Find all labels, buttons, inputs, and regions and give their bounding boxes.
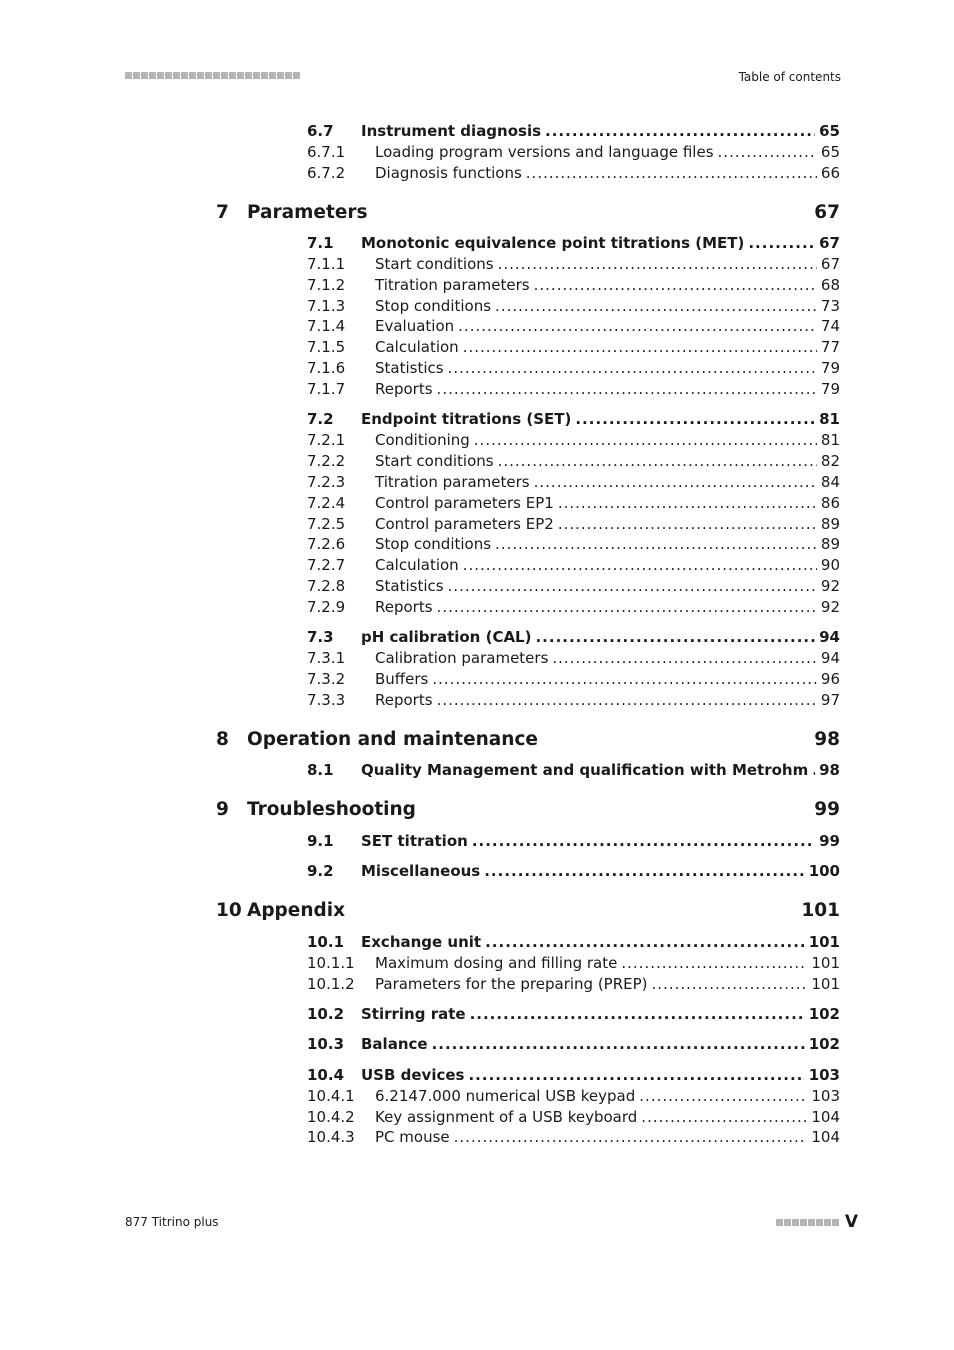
dot-leader (458, 316, 817, 336)
toc-subsection[interactable] (307, 576, 840, 596)
dot-leader (545, 121, 815, 141)
entry-page: 99 (819, 832, 840, 850)
entry-page: 96 (820, 670, 840, 688)
entry-number: 7.2.7 (307, 556, 346, 574)
entry-title: Start conditions (375, 255, 494, 273)
dot-leader (575, 409, 815, 429)
decorative-square (189, 72, 196, 79)
entry-title: Evaluation (375, 317, 455, 335)
entry-number: 10.4.3 (307, 1128, 355, 1146)
entry-page: 103 (811, 1087, 840, 1105)
dot-leader (454, 1127, 808, 1147)
decorative-square (824, 1219, 831, 1226)
entry-title: Reports (375, 691, 433, 709)
dot-leader (472, 831, 815, 851)
dot-leader (652, 974, 808, 994)
entry-title: Parameters for the preparing (PREP) (375, 975, 648, 993)
entry-page: 94 (819, 628, 840, 646)
toc-subsection[interactable] (307, 669, 840, 689)
entry-page: 81 (820, 431, 840, 449)
dot-leader (718, 142, 817, 162)
entry-number: 8.1 (307, 761, 334, 779)
decorative-square (784, 1219, 791, 1226)
decorative-square (285, 72, 292, 79)
dot-leader (485, 932, 805, 952)
entry-number: 7.2.2 (307, 452, 346, 470)
dot-leader (498, 254, 817, 274)
toc-section[interactable] (307, 831, 840, 851)
dot-leader (432, 669, 817, 689)
decorative-square (245, 72, 252, 79)
entry-number: 7.2.9 (307, 598, 346, 616)
decorative-square (197, 72, 204, 79)
footer-decoration (776, 1219, 839, 1226)
decorative-square (237, 72, 244, 79)
entry-number: 7.3 (307, 628, 334, 646)
chapter-page: 101 (801, 900, 840, 921)
entry-number: 6.7 (307, 122, 334, 140)
entry-title: Buffers (375, 670, 429, 688)
entry-number: 10.2 (307, 1005, 345, 1023)
dot-leader (448, 358, 817, 378)
entry-page: 67 (819, 234, 840, 252)
toc-subsection[interactable] (307, 316, 840, 336)
footer-product-name: 877 Titrino plus (125, 1215, 219, 1229)
toc-section[interactable] (307, 1034, 840, 1054)
dot-leader (463, 555, 817, 575)
dot-leader (812, 760, 815, 780)
entry-page: 68 (820, 276, 840, 294)
decorative-square (253, 72, 260, 79)
entry-title: Titration parameters (375, 276, 530, 294)
toc-section[interactable] (307, 409, 840, 429)
entry-number: 7.2.3 (307, 473, 346, 491)
decorative-square (141, 72, 148, 79)
toc-chapter[interactable] (216, 729, 840, 755)
entry-title: Start conditions (375, 452, 494, 470)
entry-title: Key assignment of a USB keyboard (375, 1108, 638, 1126)
dot-leader (437, 690, 817, 710)
decorative-square (173, 72, 180, 79)
entry-title: Conditioning (375, 431, 470, 449)
chapter-number: 9 (216, 799, 229, 820)
chapter-page: 99 (814, 799, 840, 820)
entry-title: Calibration parameters (375, 649, 549, 667)
entry-title: Reports (375, 380, 433, 398)
toc-subsection[interactable] (307, 254, 840, 274)
toc-subsection[interactable] (307, 472, 840, 492)
entry-title: SET titration (361, 832, 468, 850)
entry-number: 9.2 (307, 862, 334, 880)
decorative-square (165, 72, 172, 79)
entry-page: 66 (820, 164, 840, 182)
entry-title: Stirring rate (361, 1005, 466, 1023)
chapter-page: 98 (814, 729, 840, 750)
toc-subsection[interactable] (307, 1107, 840, 1127)
toc-subsection[interactable] (307, 597, 840, 617)
entry-page: 86 (820, 494, 840, 512)
entry-title: pH calibration (CAL) (361, 628, 532, 646)
entry-number: 7.2 (307, 410, 334, 428)
toc-section[interactable] (307, 233, 840, 253)
entry-title: Control parameters EP1 (375, 494, 554, 512)
dot-leader (432, 1034, 805, 1054)
toc-subsection[interactable] (307, 337, 840, 357)
entry-title: Calculation (375, 556, 459, 574)
entry-page: 81 (819, 410, 840, 428)
dot-leader (534, 275, 817, 295)
decorative-square (776, 1219, 783, 1226)
toc-subsection[interactable] (307, 534, 840, 554)
decorative-square (205, 72, 212, 79)
entry-number: 7.2.6 (307, 535, 346, 553)
entry-title: Calculation (375, 338, 459, 356)
toc-subsection[interactable] (307, 379, 840, 399)
entry-number: 7.3.3 (307, 691, 346, 709)
entry-title: USB devices (361, 1066, 465, 1084)
entry-page: 101 (811, 975, 840, 993)
toc-chapter[interactable] (216, 202, 840, 228)
decorative-square (808, 1219, 815, 1226)
toc-subsection[interactable] (307, 1086, 840, 1106)
entry-number: 10.4.1 (307, 1087, 355, 1105)
entry-page: 84 (820, 473, 840, 491)
entry-number: 10.1.1 (307, 954, 355, 972)
toc-subsection[interactable] (307, 514, 840, 534)
decorative-square (816, 1219, 823, 1226)
header-decoration (125, 72, 300, 79)
entry-number: 7.1.1 (307, 255, 346, 273)
toc-section[interactable] (307, 932, 840, 952)
entry-number: 10.3 (307, 1035, 345, 1053)
entry-page: 92 (820, 577, 840, 595)
entry-number: 10.4.2 (307, 1108, 355, 1126)
dot-leader (552, 648, 817, 668)
page-number: V (844, 1212, 858, 1232)
entry-number: 7.1.7 (307, 380, 346, 398)
dot-leader (495, 296, 817, 316)
dot-leader (526, 163, 817, 183)
entry-page: 79 (820, 359, 840, 377)
footer-page-marker (776, 1212, 858, 1232)
entry-page: 98 (819, 761, 840, 779)
entry-page: 102 (808, 1005, 840, 1023)
entry-page: 104 (811, 1128, 840, 1146)
chapter-number: 8 (216, 729, 229, 750)
entry-title: Stop conditions (375, 535, 492, 553)
entry-number: 7.2.4 (307, 494, 346, 512)
entry-page: 102 (808, 1035, 840, 1053)
decorative-square (221, 72, 228, 79)
decorative-square (125, 72, 132, 79)
entry-number: 10.1.2 (307, 975, 355, 993)
entry-number: 7.1.3 (307, 297, 346, 315)
toc-subsection[interactable] (307, 275, 840, 295)
chapter-title: Parameters (247, 202, 368, 223)
decorative-square (269, 72, 276, 79)
toc-subsection[interactable] (307, 1127, 840, 1147)
entry-number: 7.1.6 (307, 359, 346, 377)
toc-section[interactable] (307, 121, 840, 141)
dot-leader (748, 233, 815, 253)
entry-title: Diagnosis functions (375, 164, 522, 182)
decorative-square (133, 72, 140, 79)
entry-title: PC mouse (375, 1128, 450, 1146)
dot-leader (641, 1107, 807, 1127)
entry-page: 77 (820, 338, 840, 356)
decorative-square (277, 72, 284, 79)
toc-subsection[interactable] (307, 296, 840, 316)
entry-page: 101 (808, 933, 840, 951)
entry-number: 6.7.1 (307, 143, 346, 161)
chapter-title: Troubleshooting (247, 799, 416, 820)
decorative-square (181, 72, 188, 79)
entry-number: 10.4 (307, 1066, 345, 1084)
dot-leader (535, 627, 815, 647)
running-header-title: Table of contents (738, 70, 841, 84)
entry-title: Titration parameters (375, 473, 530, 491)
toc-section[interactable] (307, 627, 840, 647)
chapter-number: 7 (216, 202, 229, 223)
dot-leader (484, 861, 804, 881)
entry-title: Instrument diagnosis (361, 122, 542, 140)
entry-title: Stop conditions (375, 297, 492, 315)
entry-page: 101 (811, 954, 840, 972)
entry-page: 97 (820, 691, 840, 709)
toc-section[interactable] (307, 1004, 840, 1024)
entry-title: 6.2147.000 numerical USB keypad (375, 1087, 636, 1105)
entry-number: 7.3.2 (307, 670, 346, 688)
dot-leader (534, 472, 817, 492)
dot-leader (437, 597, 817, 617)
decorative-square (792, 1219, 799, 1226)
toc-subsection[interactable] (307, 648, 840, 668)
entry-number: 7.2.8 (307, 577, 346, 595)
entry-number: 7.1 (307, 234, 334, 252)
entry-page: 94 (820, 649, 840, 667)
toc-subsection[interactable] (307, 974, 840, 994)
entry-page: 73 (820, 297, 840, 315)
toc-chapter[interactable] (216, 799, 840, 825)
entry-title: Exchange unit (361, 933, 482, 951)
toc-subsection[interactable] (307, 953, 840, 973)
toc-subsection[interactable] (307, 163, 840, 183)
entry-number: 6.7.2 (307, 164, 346, 182)
entry-title: Quality Management and qualification with Metrohm (361, 761, 809, 779)
entry-title: Miscellaneous (361, 862, 481, 880)
dot-leader (498, 451, 817, 471)
entry-title: Control parameters EP2 (375, 515, 554, 533)
chapter-number: 10 (216, 900, 242, 921)
chapter-page: 67 (814, 202, 840, 223)
entry-page: 92 (820, 598, 840, 616)
chapter-title: Operation and maintenance (247, 729, 538, 750)
decorative-square (832, 1219, 839, 1226)
entry-number: 7.2.1 (307, 431, 346, 449)
decorative-square (213, 72, 220, 79)
entry-page: 67 (820, 255, 840, 273)
decorative-square (800, 1219, 807, 1226)
entry-title: Statistics (375, 577, 444, 595)
dot-leader (474, 430, 817, 450)
decorative-square (157, 72, 164, 79)
dot-leader (558, 493, 817, 513)
entry-title: Balance (361, 1035, 428, 1053)
entry-page: 65 (819, 122, 840, 140)
decorative-square (149, 72, 156, 79)
entry-page: 104 (811, 1108, 840, 1126)
entry-page: 65 (820, 143, 840, 161)
toc-section[interactable] (307, 1065, 840, 1085)
dot-leader (558, 514, 817, 534)
toc-subsection[interactable] (307, 358, 840, 378)
entry-page: 89 (820, 535, 840, 553)
dot-leader (621, 953, 807, 973)
dot-leader (639, 1086, 807, 1106)
entry-page: 89 (820, 515, 840, 533)
entry-page: 82 (820, 452, 840, 470)
entry-number: 10.1 (307, 933, 345, 951)
toc-chapter[interactable] (216, 900, 840, 926)
entry-number: 7.3.1 (307, 649, 346, 667)
entry-title: Maximum dosing and filling rate (375, 954, 618, 972)
entry-page: 90 (820, 556, 840, 574)
dot-leader (495, 534, 817, 554)
entry-title: Loading program versions and language files (375, 143, 714, 161)
entry-title: Statistics (375, 359, 444, 377)
entry-page: 100 (808, 862, 840, 880)
entry-title: Monotonic equivalence point titrations (MET) (361, 234, 745, 252)
entry-page: 79 (820, 380, 840, 398)
toc-section[interactable] (307, 760, 840, 780)
toc-subsection[interactable] (307, 555, 840, 575)
decorative-square (229, 72, 236, 79)
dot-leader (468, 1065, 804, 1085)
toc-section[interactable] (307, 861, 840, 881)
entry-title: Reports (375, 598, 433, 616)
entry-number: 7.1.2 (307, 276, 346, 294)
entry-number: 9.1 (307, 832, 334, 850)
entry-number: 7.1.5 (307, 338, 346, 356)
toc-subsection[interactable] (307, 142, 840, 162)
chapter-title: Appendix (247, 900, 346, 921)
decorative-square (293, 72, 300, 79)
entry-number: 7.1.4 (307, 317, 346, 335)
dot-leader (448, 576, 817, 596)
decorative-square (261, 72, 268, 79)
toc-subsection[interactable] (307, 430, 840, 450)
dot-leader (463, 337, 817, 357)
entry-page: 74 (820, 317, 840, 335)
dot-leader (470, 1004, 805, 1024)
toc-subsection[interactable] (307, 493, 840, 513)
entry-number: 7.2.5 (307, 515, 346, 533)
dot-leader (437, 379, 817, 399)
toc-subsection[interactable] (307, 690, 840, 710)
entry-page: 103 (808, 1066, 840, 1084)
entry-title: Endpoint titrations (SET) (361, 410, 572, 428)
toc-subsection[interactable] (307, 451, 840, 471)
